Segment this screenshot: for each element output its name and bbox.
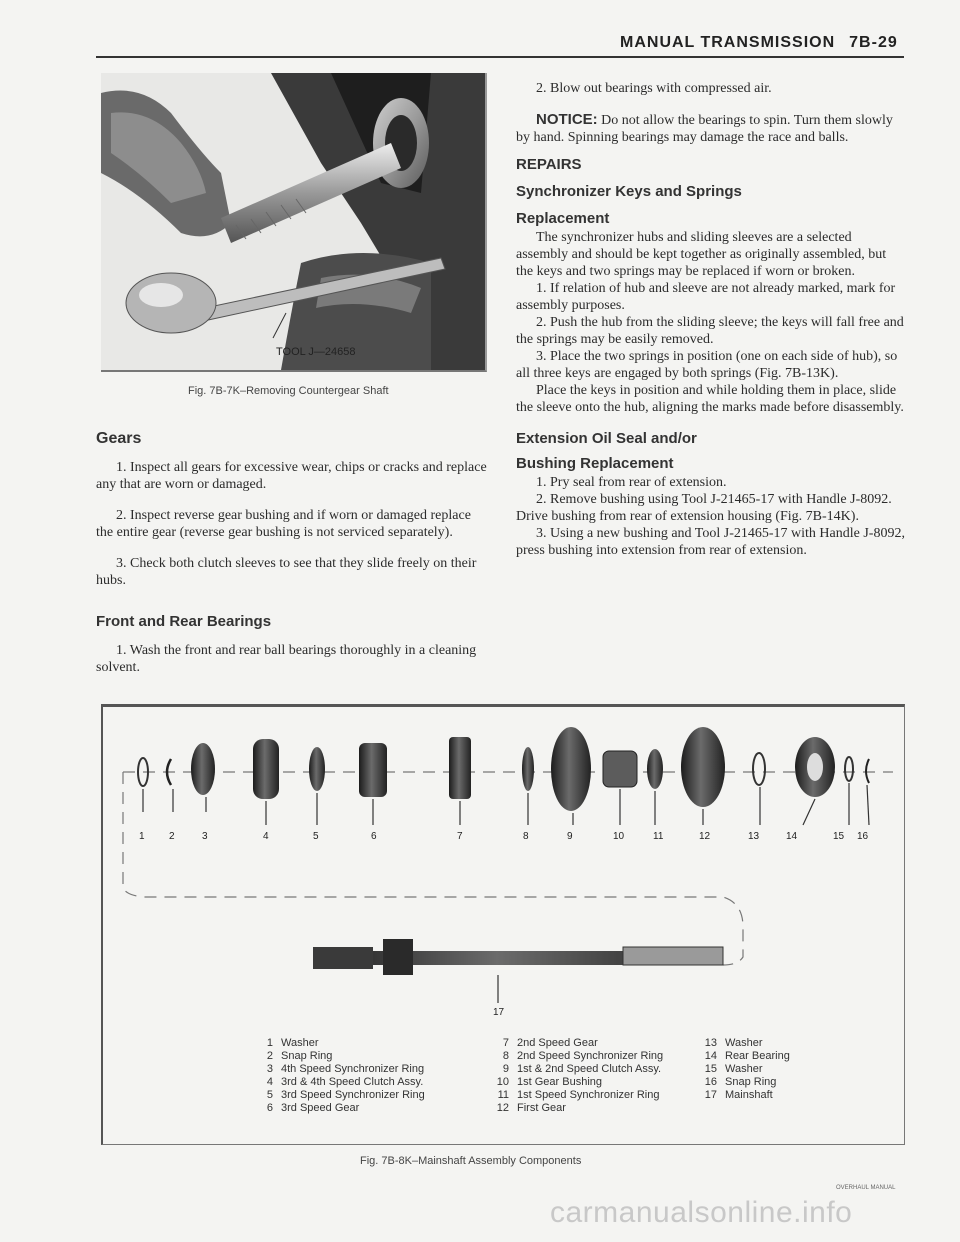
left-column: [96, 430, 488, 676]
callout-16: 16: [857, 831, 869, 842]
bearings-heading: Front and Rear Bearings: [96, 613, 272, 630]
photo-caption: Fig. 7B-7K–Removing Countergear Shaft: [188, 385, 389, 397]
legend-item: [259, 1076, 425, 1089]
part-rear-bearing-14: [795, 737, 835, 797]
legend-number: 2: [266, 1050, 273, 1062]
legend-item: [703, 1050, 790, 1063]
legend-number: 14: [704, 1050, 717, 1062]
legend-number: 3: [266, 1063, 273, 1075]
callout-13: 13: [748, 831, 760, 842]
part-mainshaft-17: [313, 939, 723, 975]
countergear-photo: [101, 73, 487, 372]
legend-item: [259, 1037, 425, 1050]
legend-number: 12: [496, 1102, 509, 1114]
gears-step-1: 1. Inspect all gears for excessive wear, chips or cracks and replace any that are worn or damaged.: [96, 460, 487, 492]
figure-caption: Fig. 7B-8K–Mainshaft Assembly Components: [360, 1155, 582, 1167]
legend-label: 2nd Speed Synchronizer Ring: [517, 1050, 664, 1062]
legend-label: 3rd Speed Gear: [281, 1102, 360, 1114]
legend-label: Rear Bearing: [725, 1050, 790, 1062]
legend-item: [259, 1089, 425, 1102]
legend-item: [703, 1076, 790, 1089]
legend-label: Snap Ring: [281, 1050, 333, 1062]
section-title: MANUAL TRANSMISSION: [620, 34, 836, 51]
notice-paragraph: [516, 111, 906, 146]
legend-number: 11: [497, 1089, 509, 1101]
sync-heading: Synchronizer Keys and Springs: [516, 183, 742, 200]
part-bushing-10: [603, 751, 637, 787]
part-sync-ring-8: [522, 747, 534, 791]
legend-item: [495, 1076, 663, 1089]
callout-15: 15: [833, 831, 845, 842]
page-number: 7B-29: [849, 34, 898, 51]
callout-7: 7: [457, 831, 463, 842]
legend-label: 1st Gear Bushing: [517, 1076, 602, 1088]
legend-label: 3rd Speed Synchronizer Ring: [281, 1089, 425, 1101]
legend-number: 4: [266, 1076, 273, 1088]
legend-col-2: [495, 1037, 663, 1115]
callout-5: 5: [313, 831, 319, 842]
legend-item: [495, 1089, 663, 1102]
part-clutch-assy-4: [253, 739, 279, 799]
part-sync-ring-11: [647, 749, 663, 789]
legend-item: [703, 1089, 790, 1102]
legend-label: 4th Speed Synchronizer Ring: [281, 1063, 425, 1075]
tool-label: TOOL J—24658: [276, 346, 356, 358]
legend-label: 2nd Speed Gear: [517, 1037, 598, 1049]
legend-label: Washer: [281, 1037, 319, 1049]
legend-label: Mainshaft: [725, 1089, 773, 1101]
legend-number: 13: [704, 1037, 717, 1049]
part-sync-ring-5: [309, 747, 325, 791]
legend-item: [703, 1037, 790, 1050]
legend-number: 17: [704, 1089, 717, 1101]
sync-step-2: 2. Push the hub from the sliding sleeve; the keys will fall free and the springs may be easily removed.: [516, 315, 904, 347]
legend-number: 8: [502, 1050, 509, 1062]
manual-footer: OVERHAUL MANUAL: [836, 1185, 896, 1191]
notice-text: Do not allow the bearings to spin. Turn them slowly by hand. Spinning bearings may damage the race and balls.: [516, 113, 893, 145]
ext-step-3: 3. Using a new bushing and Tool J-21465-17 with Handle J-8092, press bushing into extension from rear of extension.: [516, 526, 905, 558]
ext-step-1: 1. Pry seal from rear of extension.: [536, 475, 727, 490]
callout-8: 8: [523, 831, 529, 842]
legend-col-3: [703, 1037, 790, 1102]
page-header: [620, 34, 898, 52]
callout-6: 6: [371, 831, 377, 842]
bearings-step-1: 1. Wash the front and rear ball bearings thoroughly in a cleaning solvent.: [96, 643, 477, 675]
part-gear-7: [449, 737, 471, 799]
legend-item: [495, 1063, 663, 1076]
callout-9: 9: [567, 831, 573, 842]
legend-number: 1: [266, 1037, 273, 1049]
bearings-step-2: 2. Blow out bearings with compressed air.: [536, 81, 772, 96]
part-first-gear-12: [681, 727, 725, 807]
replacement-heading: Replacement: [516, 210, 610, 227]
callout-14: 14: [786, 831, 798, 842]
callout-2: 2: [169, 831, 175, 842]
legend-label: Washer: [725, 1063, 763, 1075]
legend-number: 15: [704, 1063, 717, 1075]
sync-step-3: 3. Place the two springs in position (one on each side of hub), so all three keys are engaged by both springs (Fig. 7B-13K).: [516, 349, 898, 381]
part-washer-15: [845, 757, 853, 781]
callout-10: 10: [613, 831, 625, 842]
part-sync-ring-3: [191, 743, 215, 795]
legend-label: Washer: [725, 1037, 763, 1049]
legend-number: 10: [496, 1076, 509, 1088]
part-snap-ring-16: [866, 759, 869, 783]
part-gear-6: [359, 743, 387, 797]
ext-heading-1: Extension Oil Seal and/or: [516, 430, 697, 447]
gears-heading: Gears: [96, 430, 142, 447]
legend-item: [703, 1063, 790, 1076]
notice-label: NOTICE:: [536, 111, 598, 128]
legend-label: First Gear: [517, 1102, 566, 1114]
sync-intro: The synchronizer hubs and sliding sleeves are a selected assembly and should be kept together as originally assembled, but the keys and two springs may be replaced if worn or broken.: [516, 230, 887, 279]
sync-step-1: 1. If relation of hub and sleeve are not already marked, mark for assembly purposes.: [516, 281, 896, 313]
callout-17: 17: [493, 1007, 505, 1018]
legend-item: [259, 1050, 425, 1063]
callout-1: 1: [139, 831, 145, 842]
sync-step-4: Place the keys in position and while holding them in place, slide the sleeve onto the hub, aligning the marks made before disassembly.: [516, 383, 904, 415]
legend-label: Snap Ring: [725, 1076, 777, 1088]
watermark: carmanualsonline.info: [550, 1196, 853, 1229]
gears-step-2: 2. Inspect reverse gear bushing and if worn or damaged replace the entire gear (reverse gear bushing is not serviced separately).: [96, 508, 471, 540]
gears-step-3: 3. Check both clutch sleeves to see that they slide freely on their hubs.: [96, 556, 477, 588]
callout-11: 11: [653, 831, 664, 842]
legend-number: 5: [266, 1089, 273, 1101]
legend-label: 3rd & 4th Speed Clutch Assy.: [281, 1076, 424, 1088]
legend-item: [495, 1050, 663, 1063]
legend-item: [495, 1037, 663, 1050]
legend-item: [259, 1063, 425, 1076]
legend-number: 16: [704, 1076, 717, 1088]
callout-4: 4: [263, 831, 269, 842]
legend-item: [259, 1102, 425, 1115]
right-column: [516, 80, 906, 559]
mainshaft-figure: [101, 704, 905, 1145]
legend-number: 7: [502, 1037, 509, 1049]
legend-label: 1st & 2nd Speed Clutch Assy.: [517, 1063, 662, 1075]
part-clutch-assy-9: [551, 727, 591, 811]
ext-step-2: 2. Remove bushing using Tool J-21465-17 with Handle J-8092. Drive bushing from rear of extension housing (Fig. 7B-14K).: [516, 492, 892, 524]
legend-label: 1st Speed Synchronizer Ring: [517, 1089, 660, 1101]
part-washer-13: [753, 753, 765, 785]
legend-number: 6: [266, 1102, 273, 1114]
callout-3: 3: [202, 831, 208, 842]
callout-12: 12: [699, 831, 711, 842]
repairs-heading: REPAIRS: [516, 156, 582, 173]
ext-heading-2: Bushing Replacement: [516, 455, 674, 472]
header-rule: [96, 56, 904, 58]
legend-item: [495, 1102, 663, 1115]
legend-col-1: [259, 1037, 425, 1115]
legend-number: 9: [502, 1063, 509, 1075]
